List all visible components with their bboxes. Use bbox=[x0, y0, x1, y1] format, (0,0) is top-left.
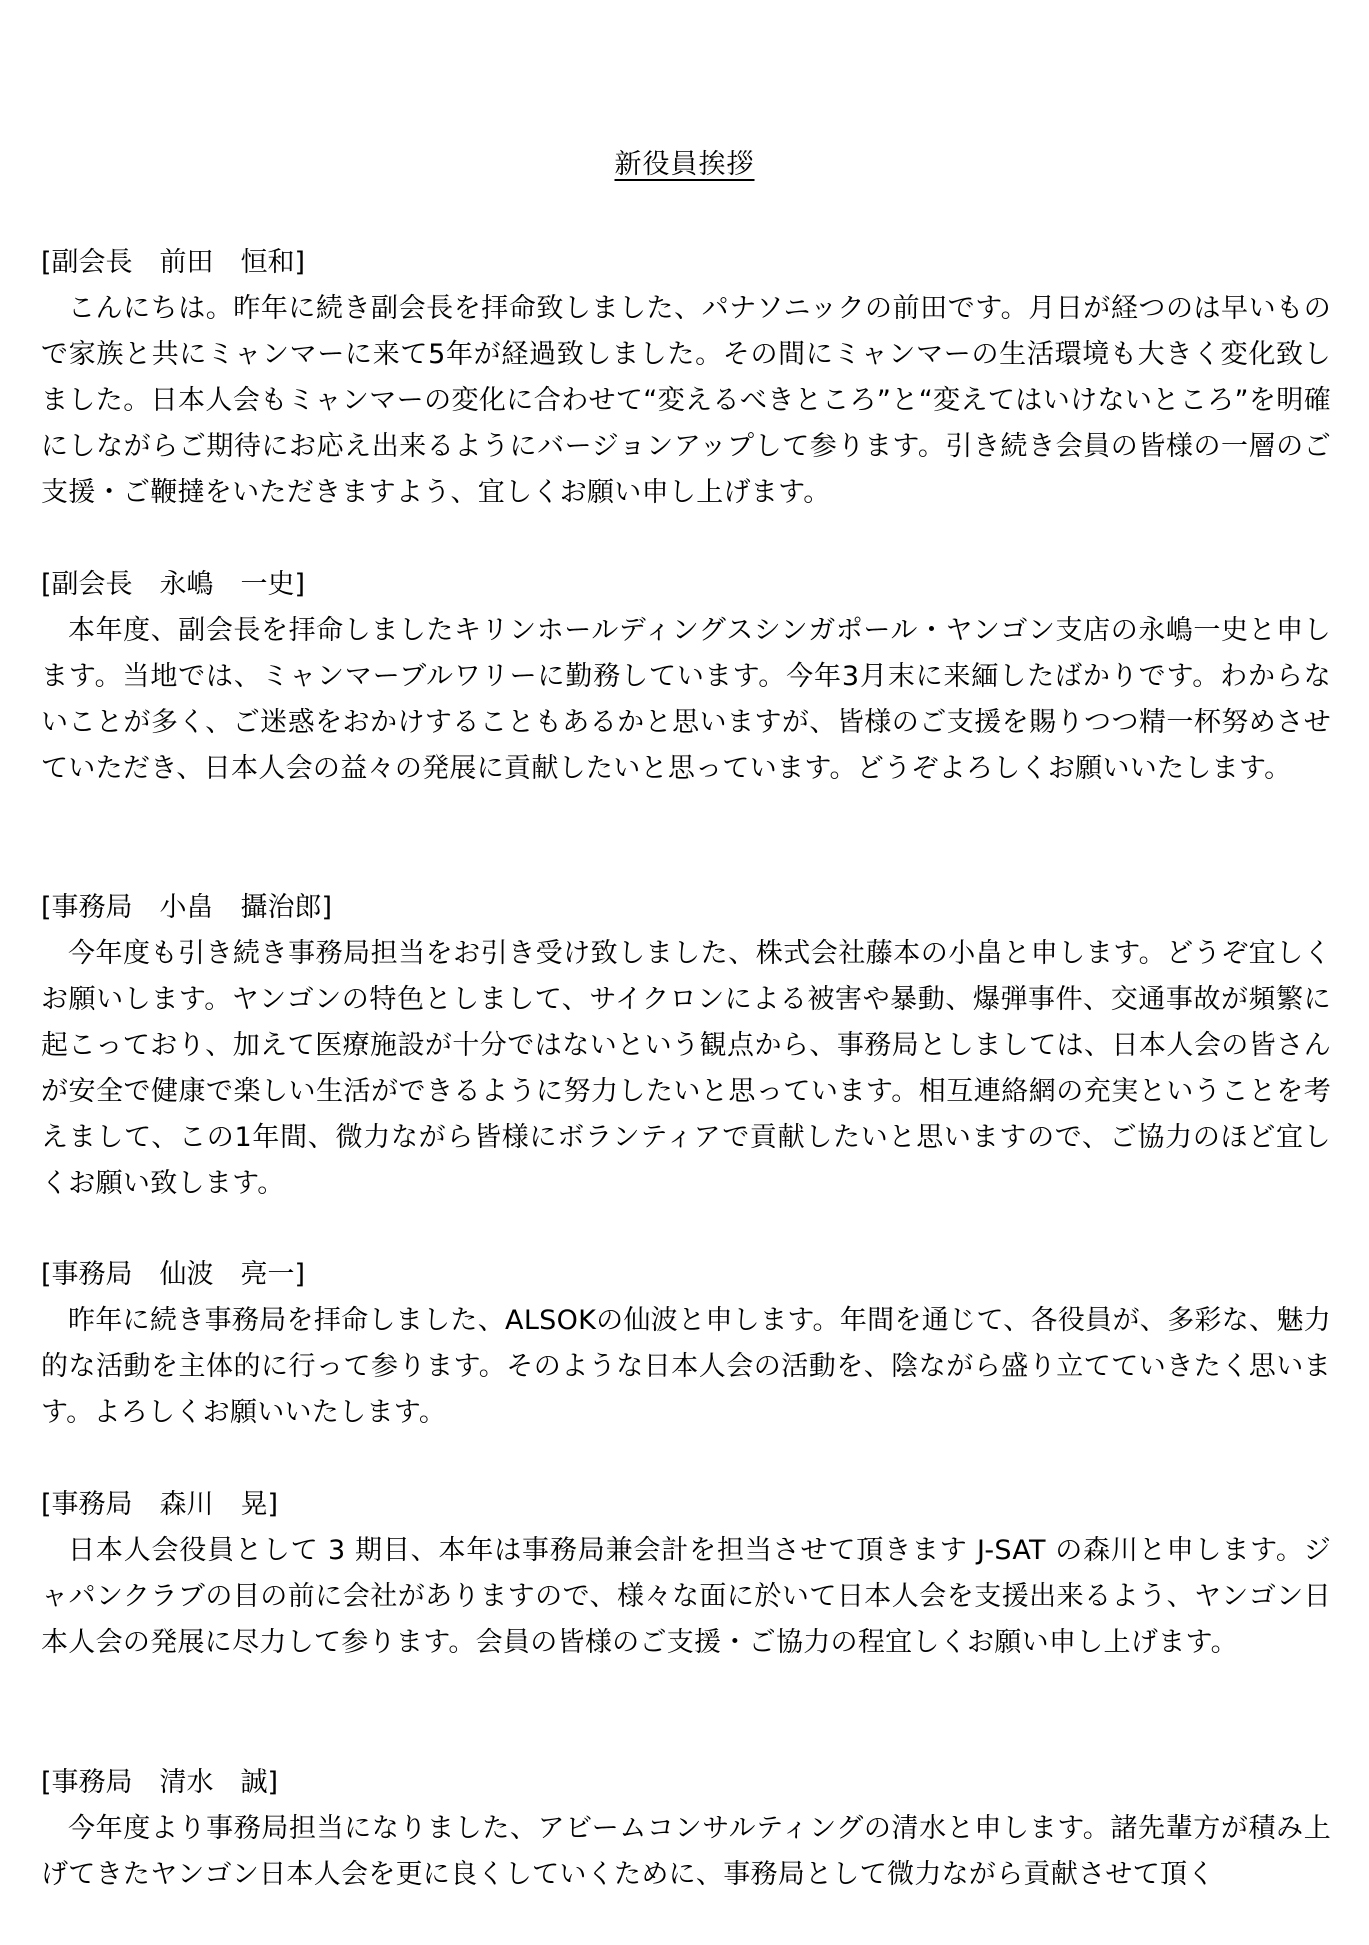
section-body: 今年度も引き続き事務局担当をお引き受け致しました、株式会社藤本の小畠と申します。どうぞ宜しくお願いします。ヤンゴンの特色としまして、サイクロンによる被害や暴動、爆弾事件、交通事故が頻繁に起こっており、加えて医療施設が十分ではないという観点から、事務局としましては、日本人会の皆さんが安全で健康で楽しい生活ができるように努力したいと思っています。相互連絡網の充実ということを考えまして、この1年間、微力ながら皆様にボランティアで貢献したいと思いますので、ご協力のほど宜しくお願い致します。 bbox=[41, 938, 1331, 1199]
section-body: 日本人会役員として 3 期目、本年は事務局兼会計を担当させて頂きます J-SAT の森川と申します。ジャパンクラブの目の前に会社がありますので、様々な面に於いて日本人会を支援出来るよう、ヤンゴン日本人会の発展に尽力して参ります。会員の皆様のご支援・ご協力の程宜しくお願い申し上げます。 bbox=[41, 1535, 1331, 1658]
greeting-section-semba bbox=[41, 1252, 1331, 1436]
section-heading: [事務局 仙波 亮一] bbox=[41, 1259, 306, 1290]
section-heading: [事務局 清水 誠] bbox=[41, 1767, 279, 1798]
greeting-section-obata bbox=[41, 885, 1331, 1207]
section-heading: [副会長 前田 恒和] bbox=[41, 247, 306, 278]
section-body: 今年度より事務局担当になりました、アビームコンサルティングの清水と申します。諸先輩方が積み上げてきたヤンゴン日本人会を更に良くしていくために、事務局として微力ながら貢献させて頂く bbox=[41, 1813, 1331, 1890]
section-body: こんにちは。昨年に続き副会長を拝命致しました、パナソニックの前田です。月日が経つのは早いもので家族と共にミャンマーに来て5年が経過致しました。その間にミャンマーの生活環境も大きく変化致しました。日本人会もミャンマーの変化に合わせて“変えるべきところ”と“変えてはいけないところ”を明確にしながらご期待にお応え出来るようにバージョンアップして参ります。引き続き会員の皆様の一層のご支援・ご鞭撻をいただきますよう、宜しくお願い申し上げます。 bbox=[41, 293, 1331, 508]
greeting-section-nagashima bbox=[41, 562, 1331, 792]
greeting-section-maeda bbox=[41, 240, 1331, 516]
greeting-section-shimizu bbox=[41, 1760, 1331, 1898]
section-body: 本年度、副会長を拝命しましたキリンホールディングスシンガポール・ヤンゴン支店の永嶋一史と申します。当地では、ミャンマーブルワリーに勤務しています。今年3月末に来緬したばかりです。わからないことが多く、ご迷惑をおかけすることもあるかと思いますが、皆様のご支援を賜りつつ精一杯努めさせていただき、日本人会の益々の発展に貢献したいと思っています。どうぞよろしくお願いいたします。 bbox=[41, 615, 1331, 784]
greeting-section-morikawa bbox=[41, 1482, 1331, 1666]
section-heading: [事務局 森川 晃] bbox=[41, 1489, 279, 1520]
section-heading: [副会長 永嶋 一史] bbox=[41, 569, 306, 600]
section-heading: [事務局 小畠 攝治郎] bbox=[41, 892, 333, 923]
section-body: 昨年に続き事務局を拝命しました、ALSOKの仙波と申します。年間を通じて、各役員が、多彩な、魅力的な活動を主体的に行って参ります。そのような日本人会の活動を、陰ながら盛り立てていきたく思います。よろしくお願いいたします。 bbox=[41, 1305, 1331, 1428]
document-title: 新役員挨拶 bbox=[614, 149, 755, 180]
